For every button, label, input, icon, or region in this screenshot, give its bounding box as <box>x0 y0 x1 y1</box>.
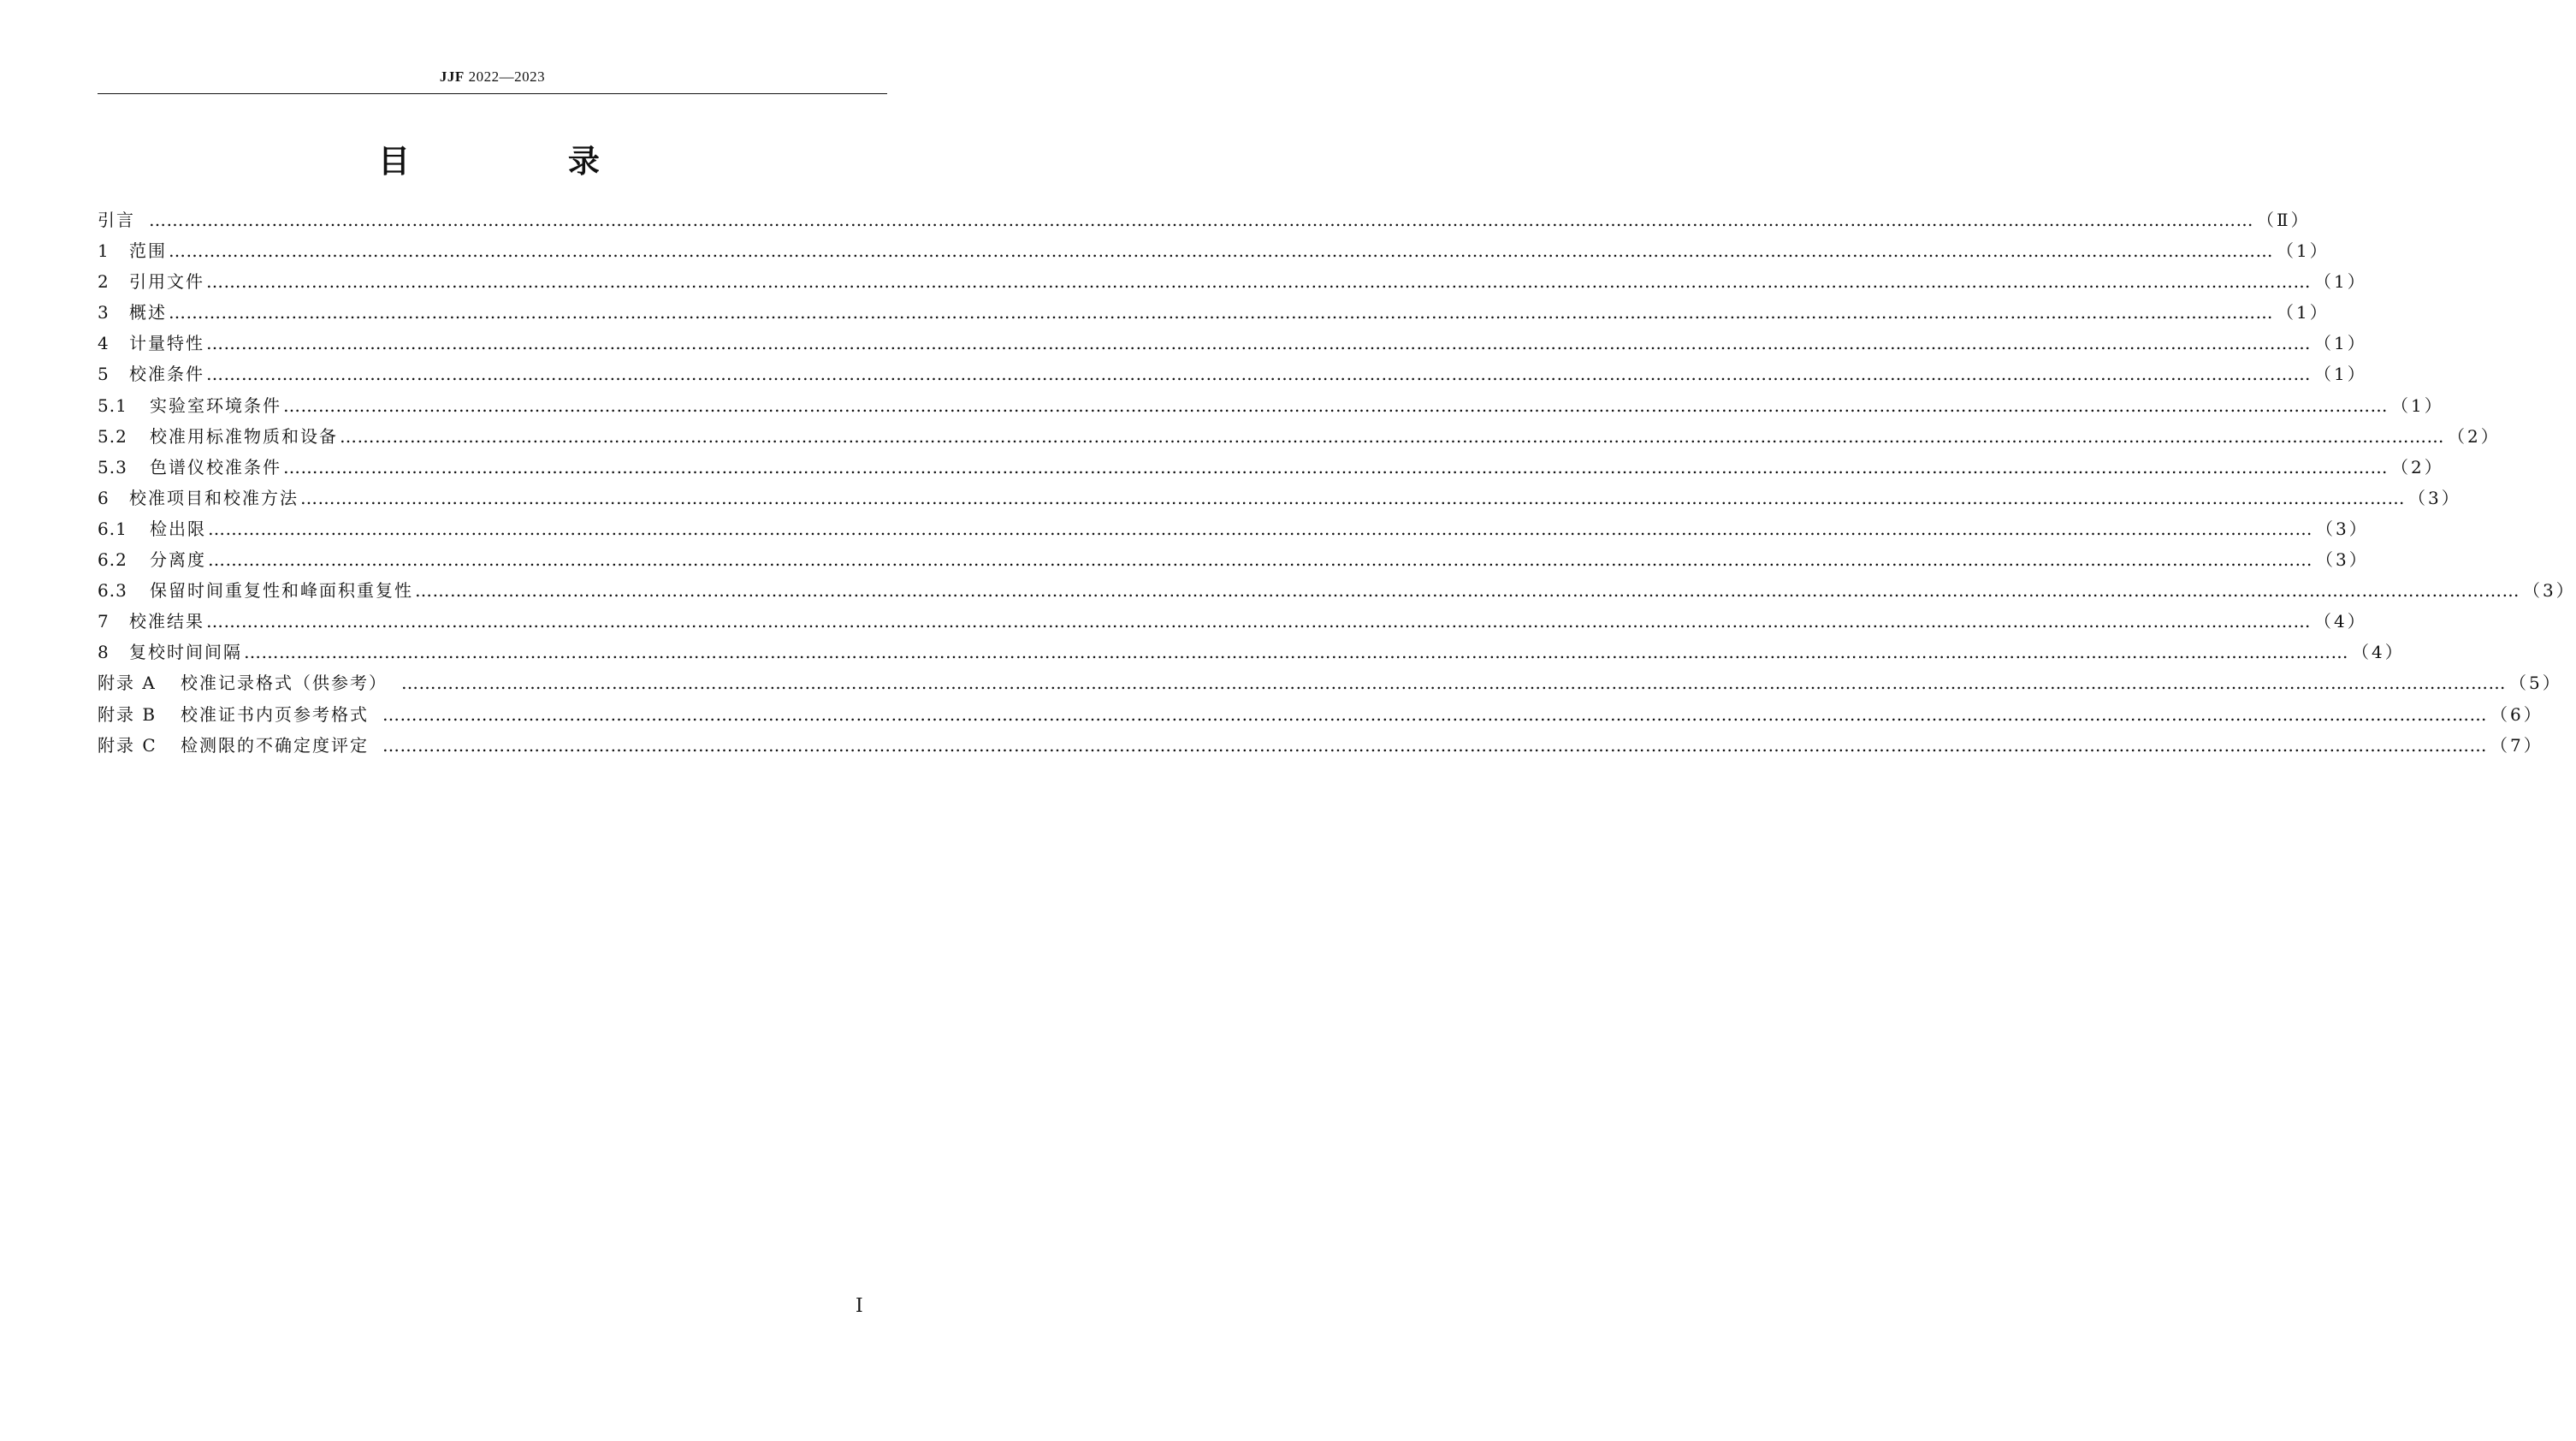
toc-leader-dots: ……………………………………………………………………………………………………………………………………………………………………………………………………………………………………………………………………………………………………………………………… <box>208 518 2312 539</box>
page-header <box>98 68 887 86</box>
page-title: 目 录 <box>378 143 673 180</box>
toc-entry-page: （4） <box>2314 611 2367 632</box>
toc-entry-number: 5.3 <box>98 456 127 477</box>
toc-leader-dots: ……………………………………………………………………………………………………………………………………………………………………………………………………………………………………………………………………………………………………………………………… <box>206 364 2311 385</box>
toc-entry[interactable] <box>98 699 2543 730</box>
toc-leader-dots: ……………………………………………………………………………………………………………………………………………………………………………………………………………………………………………………………………………………………………………………………… <box>283 394 2388 416</box>
toc-entry-number: 6.3 <box>98 580 127 602</box>
toc-entry-page: （1） <box>2314 333 2367 354</box>
toc-leader-dots: ……………………………………………………………………………………………………………………………………………………………………………………………………………………………………………………………………………………………………………………………… <box>169 240 2273 262</box>
toc-entry[interactable] <box>98 483 2461 513</box>
toc-entry-title: 检测限的不确定度评定 <box>181 734 369 756</box>
toc-entry-title: 校准结果 <box>129 611 204 632</box>
toc-entry-title: 色谱仪校准条件 <box>150 456 281 477</box>
toc-entry-title: 校准记录格式（供参考） <box>181 673 388 694</box>
toc-leader-dots: ……………………………………………………………………………………………………………………………………………………………………………………………………………………………………………………………………………………………………………………………… <box>415 580 2520 602</box>
toc-entry-title: 校准条件 <box>129 364 204 385</box>
toc-entry-title: 校准项目和校准方法 <box>129 487 299 508</box>
toc-entry[interactable] <box>98 421 2501 452</box>
toc-entry-number: 3 <box>98 302 110 323</box>
toc-entry[interactable] <box>98 544 2369 575</box>
toc-entry-page: （1） <box>2391 394 2444 416</box>
header-divider <box>98 93 887 94</box>
toc-entry[interactable] <box>98 297 2330 328</box>
toc-entry-page: （3） <box>2316 518 2369 539</box>
toc-leader-dots: ……………………………………………………………………………………………………………………………………………………………………………………………………………………………………………………………………………………………………………………………… <box>283 456 2388 477</box>
toc-leader-dots: ……………………………………………………………………………………………………………………………………………………………………………………………………………………………………………………………………………………………………………………………… <box>206 611 2311 632</box>
toc-entry-page: （1） <box>2314 271 2367 293</box>
toc-entry[interactable] <box>98 575 2576 606</box>
toc-entry-title: 实验室环境条件 <box>150 394 281 416</box>
toc-entry-title: 检出限 <box>150 518 206 539</box>
toc-leader-dots: ……………………………………………………………………………………………………………………………………………………………………………………………………………………………………………………………………………………………………………………………… <box>300 487 2405 508</box>
toc-entry-title: 引用文件 <box>129 271 204 293</box>
toc-entry-page: （1） <box>2277 240 2330 262</box>
toc-entry-number: 5.1 <box>98 394 127 416</box>
toc-entry-title: 引言 <box>98 210 135 230</box>
page-number: Ⅰ <box>856 1296 863 1317</box>
toc-entry[interactable] <box>98 513 2369 544</box>
toc-entry-number: 附录 C <box>98 734 157 756</box>
toc-entry-number: 4 <box>98 333 110 354</box>
toc-leader-dots: ……………………………………………………………………………………………………………………………………………………………………………………………………………………………………………………………………………………………………………………………… <box>206 271 2311 293</box>
toc-entry-title: 校准用标准物质和设备 <box>150 425 338 447</box>
toc-entry-title: 复校时间间隔 <box>129 642 242 663</box>
toc-entry-number: 5.2 <box>98 425 127 447</box>
toc-leader-dots: ……………………………………………………………………………………………………………………………………………………………………………………………………………………………………………………………………………………………………………………………… <box>382 734 2487 756</box>
toc-entry[interactable] <box>98 235 2330 266</box>
toc-leader-dots: ……………………………………………………………………………………………………………………………………………………………………………………………………………………………………………………………………………………………………………………………… <box>382 703 2487 725</box>
toc-entry[interactable] <box>98 606 2367 637</box>
toc-entry[interactable] <box>98 390 2444 421</box>
toc-entry-number: 附录 B <box>98 703 157 725</box>
toc-leader-dots: ……………………………………………………………………………………………………………………………………………………………………………………………………………………………………………………………………………………………………………………………… <box>244 642 2348 663</box>
toc-entry[interactable] <box>98 667 2562 698</box>
toc-entry-page: （3） <box>2523 580 2576 602</box>
toc-entry-page: （2） <box>2391 456 2444 477</box>
toc-entry-page: （5） <box>2509 673 2562 694</box>
toc-entry[interactable] <box>98 359 2367 389</box>
toc-entry-title: 概述 <box>129 302 167 323</box>
toc-leader-dots: ……………………………………………………………………………………………………………………………………………………………………………………………………………………………………………………………………………………………………………………………… <box>401 673 2506 694</box>
toc-entry-number: 2 <box>98 271 110 293</box>
toc-entry-title: 保留时间重复性和峰面积重复性 <box>150 580 413 602</box>
toc-entry[interactable] <box>98 637 2405 667</box>
toc-entry-page: （2） <box>2448 425 2501 447</box>
toc-entry-page: （6） <box>2490 703 2543 725</box>
toc-entry[interactable] <box>98 730 2543 761</box>
toc-entry-page: （1） <box>2314 364 2367 385</box>
toc-entry-number: 附录 A <box>98 673 157 694</box>
standard-code <box>440 68 545 85</box>
toc-entry[interactable] <box>98 266 2367 297</box>
toc-entry-title: 校准证书内页参考格式 <box>181 703 369 725</box>
toc-entry-title: 计量特性 <box>129 333 204 354</box>
toc-leader-dots: ……………………………………………………………………………………………………………………………………………………………………………………………………………………………………………………………………………………………………………………………… <box>340 425 2444 447</box>
toc-entry-number: 6.1 <box>98 518 127 539</box>
toc-entry-page: （4） <box>2352 642 2405 663</box>
toc-leader-dots: ……………………………………………………………………………………………………………………………………………………………………………………………………………………………………………………………………………………………………………………………… <box>149 210 2253 230</box>
toc-leader-dots: ……………………………………………………………………………………………………………………………………………………………………………………………………………………………………………………………………………………………………………………………… <box>169 302 2273 323</box>
toc-entry-title: 范围 <box>129 240 167 262</box>
toc-entry-number: 8 <box>98 642 110 663</box>
standard-number: 2022—2023 <box>468 68 546 85</box>
toc-entry-number: 6.2 <box>98 549 127 571</box>
toc-entry-page: （Ⅱ） <box>2257 210 2311 230</box>
toc-entry-page: （7） <box>2490 734 2543 756</box>
toc-entry-number: 6 <box>98 487 110 508</box>
toc-entry[interactable] <box>98 328 2367 359</box>
toc-entry-title: 分离度 <box>150 549 206 571</box>
toc-leader-dots: ……………………………………………………………………………………………………………………………………………………………………………………………………………………………………………………………………………………………………………………………… <box>208 549 2312 571</box>
toc-entry-number: 7 <box>98 611 110 632</box>
toc-entry-number: 1 <box>98 240 110 262</box>
toc-entry-page: （3） <box>2408 487 2461 508</box>
toc-entry[interactable] <box>98 452 2444 483</box>
toc-entry-page: （1） <box>2277 302 2330 323</box>
standard-prefix: JJF <box>439 68 465 85</box>
toc-entry-number: 5 <box>98 364 110 385</box>
table-of-contents <box>98 205 2576 761</box>
toc-leader-dots: ……………………………………………………………………………………………………………………………………………………………………………………………………………………………………………………………………………………………………………………………… <box>206 333 2311 354</box>
toc-entry-page: （3） <box>2316 549 2369 571</box>
toc-entry[interactable] <box>98 205 2311 235</box>
